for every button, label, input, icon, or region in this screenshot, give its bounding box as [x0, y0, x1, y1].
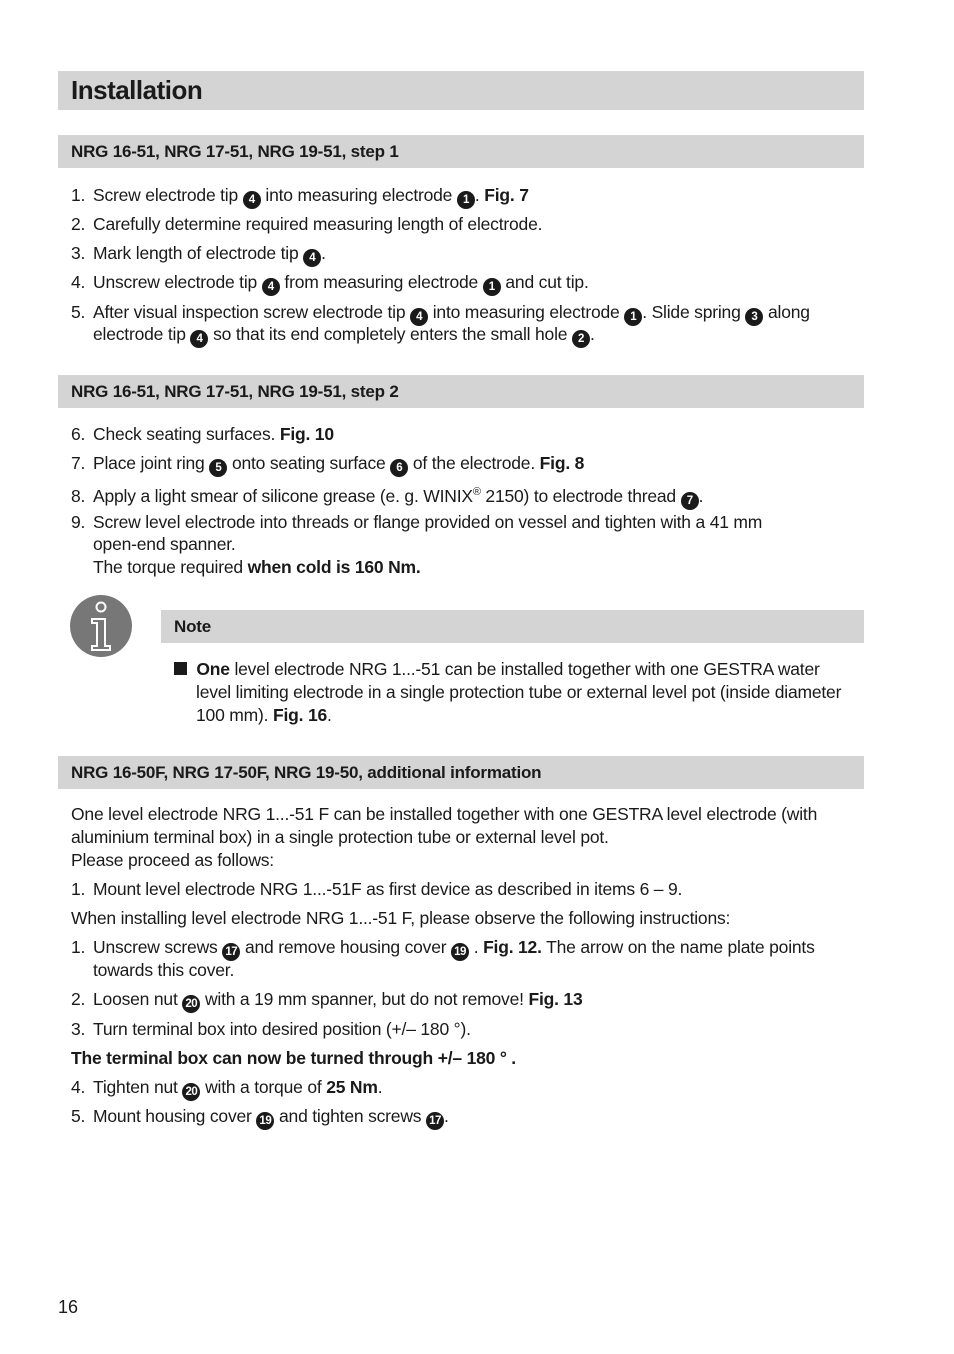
list-item — [71, 1105, 449, 1130]
item-text: electrode tip — [93, 324, 186, 344]
item-text: Mount housing cover — [93, 1106, 252, 1126]
item-text: Carefully determine required measuring length of electrode. — [93, 214, 543, 234]
item-number: 4. — [71, 1077, 86, 1097]
item-number: 1. — [71, 185, 86, 205]
list-item — [71, 1018, 471, 1041]
item-text: of the electrode. — [412, 453, 535, 473]
item-number: 6. — [71, 424, 86, 444]
item-text: into measuring electrode — [265, 185, 453, 205]
note-emphasis: One — [196, 659, 230, 679]
item-text: and cut tip. — [505, 272, 589, 292]
item-text: . — [377, 1077, 383, 1097]
item-text: . — [473, 937, 479, 957]
item-text: 2150) to electrode thread — [485, 485, 676, 506]
item-text: Turn terminal box into desired position (+/– 180 °). — [93, 1019, 471, 1039]
item-text: so that its end completely enters the small hole — [213, 324, 568, 344]
figure-reference: Fig. 10 — [279, 424, 334, 444]
callout-marker: 1 — [457, 191, 475, 209]
item-text: towards this cover. — [93, 960, 235, 980]
bold-statement: The terminal box can now be turned through +/– 180 ° . — [71, 1048, 516, 1068]
callout-marker: 4 — [410, 308, 428, 326]
item-text: The arrow on the name plate points — [546, 937, 815, 957]
item-text: Tighten nut — [93, 1077, 178, 1097]
info-icon — [69, 594, 133, 658]
page-number: 16 — [58, 1297, 79, 1317]
item-text: Unscrew screws — [93, 937, 218, 957]
paragraph-line: Please proceed as follows: — [71, 850, 274, 870]
note-text: . — [327, 705, 332, 725]
registered-mark: ® — [472, 486, 481, 498]
callout-marker: 4 — [243, 191, 261, 209]
figure-reference: Fig. 8 — [539, 453, 585, 473]
list-item-continuation — [93, 323, 595, 348]
list-item — [71, 878, 682, 901]
item-text: and tighten screws — [279, 1106, 422, 1126]
list-item — [71, 452, 584, 477]
figure-reference: Fig. 7 — [484, 185, 529, 205]
figure-reference: Fig. 12. — [483, 937, 542, 957]
item-text: Screw electrode tip — [93, 185, 239, 205]
section-heading-step2: NRG 16-51, NRG 17-51, NRG 19-51, step 2 — [58, 375, 864, 408]
list-item-continuation — [93, 533, 236, 556]
item-number: 5. — [71, 302, 86, 322]
list-item — [71, 271, 589, 296]
list-item — [71, 988, 583, 1013]
callout-marker: 6 — [390, 459, 408, 477]
item-number: 7. — [71, 453, 86, 473]
note-text: level electrode NRG 1...-51 can be installed together with one GESTRA water — [234, 659, 820, 679]
item-text: Unscrew electrode tip — [93, 272, 258, 292]
list-item — [71, 481, 703, 510]
item-text: Mark length of electrode tip — [93, 243, 299, 263]
item-number: 3. — [71, 1019, 86, 1039]
paragraph-line: aluminium terminal box) in a single protection tube or external level pot. — [71, 827, 609, 847]
list-item — [71, 184, 529, 209]
item-number: 4. — [71, 272, 86, 292]
callout-marker: 2 — [572, 330, 590, 348]
item-number: 5. — [71, 1106, 86, 1126]
item-text: The torque required — [93, 557, 243, 577]
list-item-continuation — [93, 959, 234, 982]
item-number: 8. — [71, 485, 86, 506]
item-text: with a 19 mm spanner, but do not remove! — [204, 989, 524, 1009]
item-number: 1. — [71, 937, 86, 957]
item-text: . — [474, 185, 480, 205]
item-text: . — [698, 485, 704, 506]
callout-marker: 20 — [182, 995, 200, 1013]
callout-marker: 4 — [262, 278, 280, 296]
item-text: Place joint ring — [93, 453, 205, 473]
item-text: Check seating surfaces. — [93, 424, 276, 444]
callout-marker: 1 — [624, 308, 642, 326]
item-text: onto seating surface — [231, 453, 386, 473]
figure-reference: Fig. 16 — [272, 705, 328, 725]
item-text: with a torque of — [205, 1077, 322, 1097]
note-bullet — [174, 658, 820, 681]
note-text: 100 mm). — [196, 705, 269, 725]
item-text: Screw level electrode into threads or flange provided on vessel and tighten with a 41 mm — [93, 512, 763, 532]
callout-marker: 17 — [222, 943, 240, 961]
callout-marker: 7 — [681, 492, 699, 510]
torque-value: when cold is 160 Nm. — [247, 557, 421, 577]
callout-marker: 19 — [256, 1112, 274, 1130]
item-text: Apply a light smear of silicone grease (e. g. WINIX — [93, 485, 473, 506]
item-text: open-end spanner. — [93, 534, 236, 554]
torque-value: 25 Nm — [326, 1077, 378, 1097]
note-continuation — [196, 681, 841, 704]
list-item-continuation — [93, 556, 421, 579]
item-text: into measuring electrode — [432, 302, 620, 322]
note-text: level limiting electrode in a single protection tube or external level pot (inside diameter — [196, 682, 842, 702]
page-title: Installation — [58, 71, 864, 110]
callout-marker: 20 — [182, 1083, 200, 1101]
list-item — [71, 242, 326, 267]
item-number: 3. — [71, 243, 86, 263]
item-number: 2. — [71, 989, 86, 1009]
item-text: Loosen nut — [93, 989, 178, 1009]
item-number: 9. — [71, 512, 86, 532]
item-text: . Slide spring — [642, 302, 741, 322]
section-heading-additional: NRG 16-50F, NRG 17-50F, NRG 19-50, additional information — [58, 756, 864, 789]
callout-marker: 19 — [451, 943, 469, 961]
callout-marker: 5 — [209, 459, 227, 477]
callout-marker: 3 — [745, 308, 763, 326]
item-text: from measuring electrode — [284, 272, 479, 292]
list-item — [71, 423, 334, 446]
note-heading: Note — [161, 610, 864, 643]
callout-marker: 17 — [426, 1112, 444, 1130]
section-heading-step1: NRG 16-51, NRG 17-51, NRG 19-51, step 1 — [58, 135, 864, 168]
item-text: Mount level electrode NRG 1...-51F as first device as described in items 6 – 9. — [93, 879, 683, 899]
emphasis-line — [71, 1047, 516, 1070]
callout-marker: 4 — [190, 330, 208, 348]
item-text: . — [321, 243, 326, 263]
item-text: . — [589, 324, 595, 344]
item-number: 1. — [71, 879, 86, 899]
list-item — [71, 936, 815, 961]
paragraph-line: One level electrode NRG 1...-51 F can be installed together with one GESTRA level electrode (with — [71, 804, 818, 824]
list-item — [71, 511, 762, 534]
item-text: After visual inspection screw electrode tip — [93, 302, 406, 322]
list-item — [71, 213, 542, 236]
item-number: 2. — [71, 214, 86, 234]
figure-reference: Fig. 13 — [528, 989, 583, 1009]
note-continuation — [196, 704, 332, 727]
item-text: . — [444, 1106, 449, 1126]
list-item — [71, 1076, 382, 1101]
paragraph-line: When installing level electrode NRG 1...-51 F, please observe the following instructions: — [71, 908, 731, 928]
callout-marker: 4 — [303, 249, 321, 267]
bullet-square-icon — [174, 662, 187, 675]
item-text: along — [767, 302, 810, 322]
item-text: and remove housing cover — [244, 937, 447, 957]
callout-marker: 1 — [483, 278, 501, 296]
